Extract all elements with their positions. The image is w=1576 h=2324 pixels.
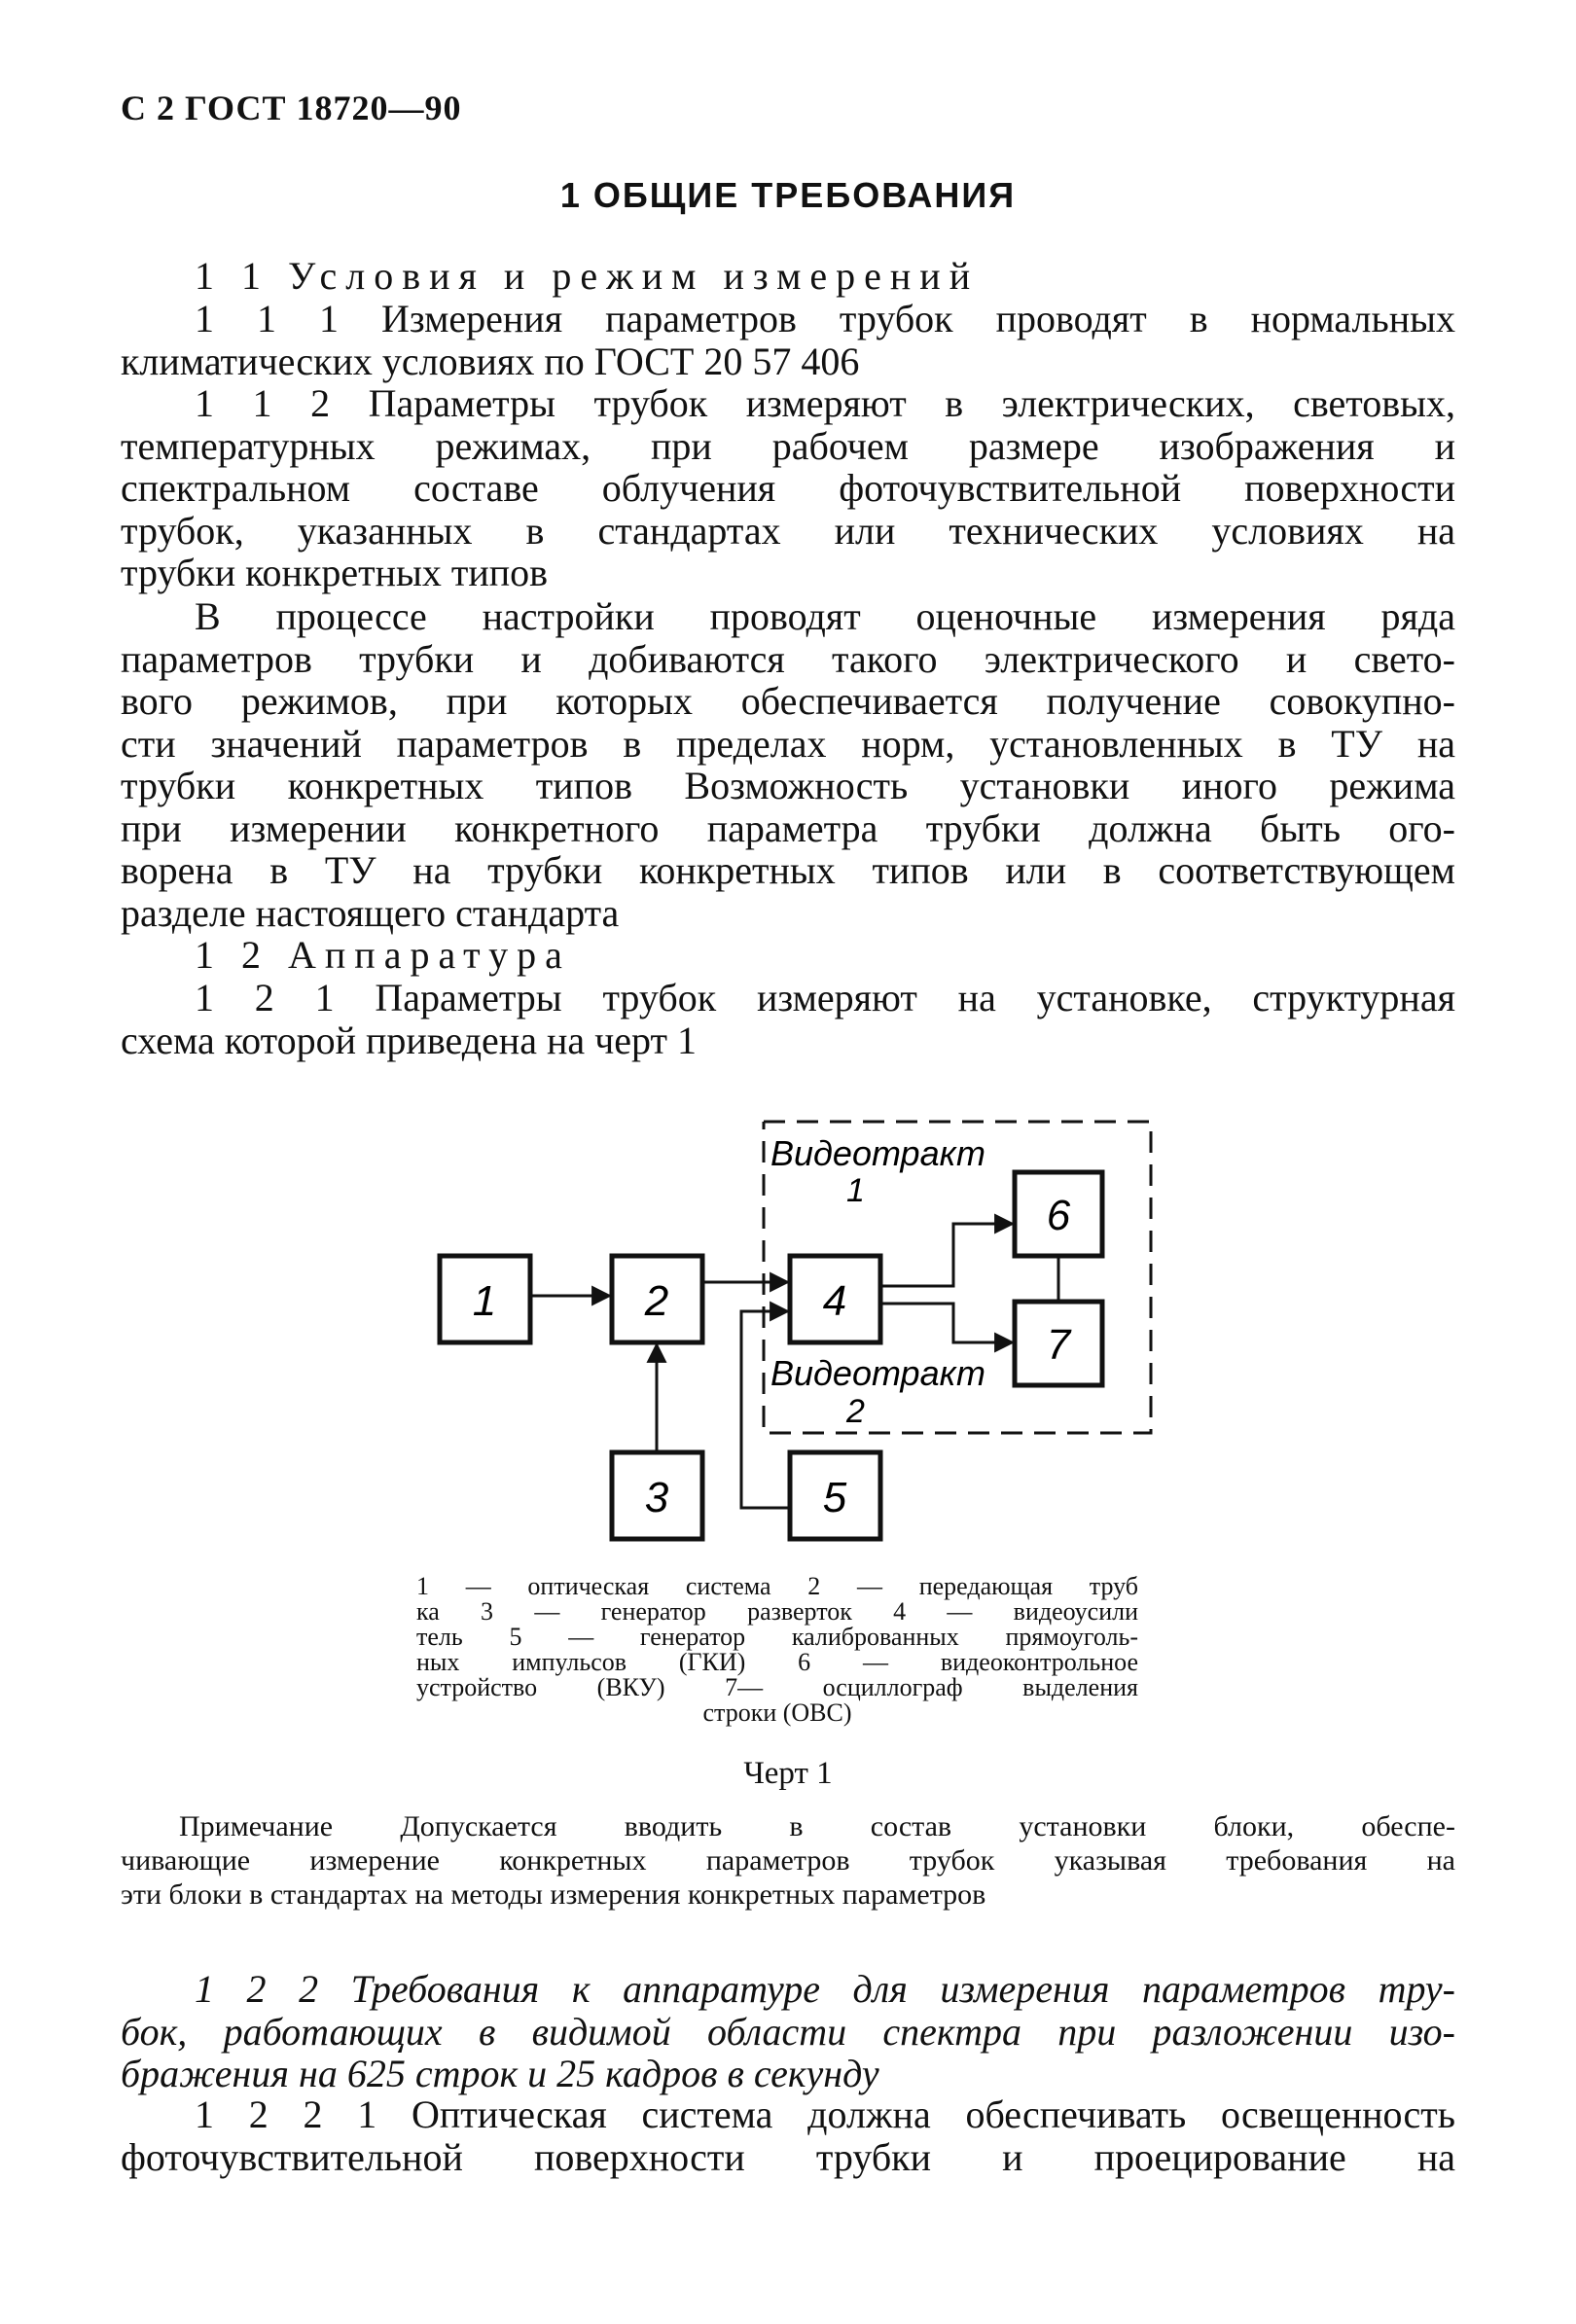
figure-caption [416,1574,1138,1726]
paragraph-1-2-2-1 [121,2093,1455,2178]
block-7-label: 7 [1046,1321,1071,1369]
text-line: 1 1 Условия и режим измерений [195,254,980,298]
paragraph-1-2-2 [121,1968,1455,2095]
text-line: 1 1 1 Измерения параметров трубок проводят в нормальных [195,297,1455,340]
text-line: ка 3 — генератор разверток 4 — видеоусили [416,1597,1138,1626]
videotract-1-label: Видеотракт [770,1133,985,1173]
text-line: разделе настоящего стандарта [121,890,620,935]
text-line: бок, работающих в видимой области спектра при разложении изо- [121,2009,1455,2054]
videotract-1-number: 1 [846,1172,865,1209]
text-line: при измерении конкретного параметра трубки должна быть ого- [121,805,1455,850]
text-line: фоточувствительной поверхности трубки и проецирование на [121,2134,1455,2179]
note-block [121,1809,1455,1912]
text-line: устройство (ВКУ) 7— осциллограф выделения [416,1673,1138,1701]
text-line: Примечание Допускается вводить в состав установки блоки, обеспе- [179,1810,1455,1842]
block-1-label: 1 [472,1277,497,1325]
text-line: ворена в ТУ на трубки конкретных типов или в соответствующем [121,848,1455,892]
text-line: параметров трубки и добиваются такого электрического и свето- [121,636,1455,681]
arrow-4-to-7 [880,1304,1013,1342]
text-line: климатических условиях по ГОСТ 20 57 406 [121,339,860,383]
text-line: эти блоки в стандартах на методы измерения конкретных параметров [121,1878,986,1911]
text-line: температурных режимах, при рабочем размере изображения и [121,423,1455,468]
text-line: трубки конкретных типов Возможность установки иного режима [121,764,1455,807]
figure-label: Черт 1 [743,1756,833,1791]
text-line: спектральном составе облучения фоточувствительной поверхности [121,466,1455,510]
text-line: схема которой приведена на черт 1 [121,1018,697,1062]
videotract-2-label: Видеотракт [770,1353,985,1393]
page-header: С 2 ГОСТ 18720—90 [121,89,462,127]
text-line: сти значений параметров в пределах норм, установленных в ТУ на [121,721,1455,766]
text-line: чивающие измерение конкретных параметров трубок указывая требования на [121,1844,1455,1877]
arrow-4-to-6 [880,1224,1013,1286]
text-line: 1 1 2 Параметры трубок измеряют в электрических, световых, [195,381,1455,425]
text-line: 1 2 1 Параметры трубок измеряют на установке, структурная [195,976,1455,1019]
text-line: строки (ОВС) [702,1698,852,1727]
text-line: В процессе настройки проводят оценочные измерения ряда [195,594,1455,638]
text-line: трубки конкретных типов [121,551,549,594]
block-4-label: 4 [822,1277,847,1325]
text-line: тель 5 — генератор калиброванных прямоуголь- [416,1623,1138,1651]
text-line: трубок, указанных в стандартах или технических условиях на [121,508,1455,553]
arrow-5-to-4 [741,1311,790,1508]
text-line: вого режимов, при которых обеспечивается получение совокупно- [121,679,1455,723]
videotract-2-number: 2 [846,1393,865,1430]
block-6-label: 6 [1046,1192,1071,1239]
block-2-label: 2 [644,1277,669,1325]
section-title: 1 ОБЩИЕ ТРЕБОВАНИЯ [559,175,1017,215]
text-line: бражения на 625 строк и 25 кадров в секунду [121,2052,879,2095]
text-line: 1 2 Аппаратура [195,933,571,977]
block-3-label: 3 [644,1474,669,1521]
text-line: ных импульсов (ГКИ) 6 — видеоконтрольное [416,1648,1138,1676]
text-line: 1 2 2 Требования к аппаратуре для измерения параметров тру- [195,1967,1455,2011]
text-line: 1 — оптическая система 2 — передающая труб [416,1572,1138,1600]
text-line: 1 2 2 1 Оптическая система должна обеспечивать освещенность [195,2092,1455,2136]
block-5-label: 5 [822,1474,847,1521]
